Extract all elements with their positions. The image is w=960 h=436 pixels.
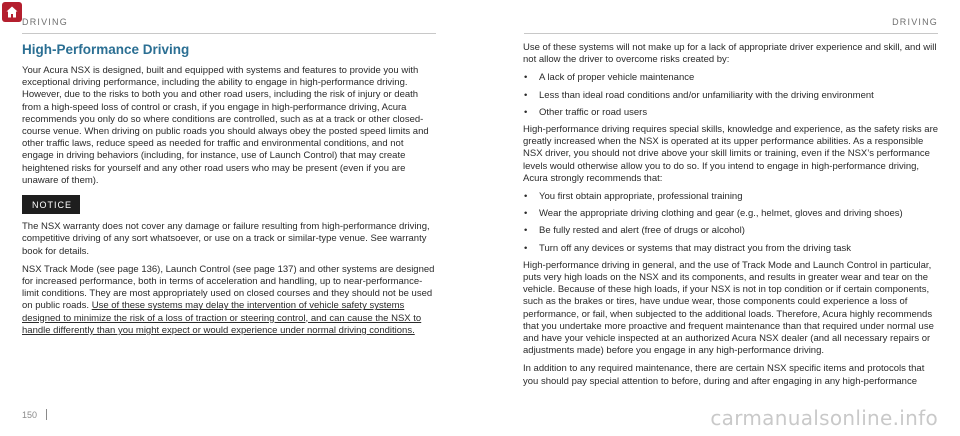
list-item: • Wear the appropriate driving clothing and gear (e.g., helmet, gloves and driving shoes) [523,208,939,220]
recommendations-list [523,191,939,255]
risks-list [523,72,939,119]
list-item: • Less than ideal road conditions and/or unfamiliarity with the driving environment [523,90,939,102]
list-item: • You first obtain appropriate, professional training [523,191,939,203]
skills-paragraph: High-performance driving requires special skills, knowledge and experience, as the safety risks are greatly increased when the NSX is operated at its upper performance abilities. As a responsible NSX driver, you should not drive above your skill limits or training, even if the NSX’s performance levels would otherwise allow you to do so. If you intend to engage in high-performance driving, Acura strongly recommends that: [523,124,939,184]
section-header-left: DRIVING [22,17,68,27]
header-divider-left [22,33,436,34]
intro-paragraph: Your Acura NSX is designed, built and equipped with systems and features to provide you with exceptional driving performance, including the ability to engage in high-performance driving. However, due to the risks to both you and other road users, including the risk of injury or death from a high-speed loss of control or crash, if you engage in high-performance driving, Acura recommends you only do so where conditions are controlled, such as at a track or other closed-course venue. When driving on public roads you should always obey the posted speed limits and other traffic laws, reduce speed as needed for traffic and environmental conditions, and not engage in driving behaviors (including, for instance, use of Launch Control) that may create heightened risks for yourself and any other road users who may be present (even if you are unaware of them). [22,65,429,186]
home-button[interactable] [2,2,22,22]
track-mode-paragraph [22,264,436,337]
track-mode-text: NSX Track Mode (see page 136), Launch Control (see page 137) and other systems are designed for increased performance, both in terms of acceleration and handling, up to near-performance-limit conditions. They are most appropriately used on closed courses and they should not be used on public roads. [22,263,435,312]
notice-paragraph: The NSX warranty does not cover any damage or failure resulting from high-performance driving, competitive driving of any sort whatsoever, or use on a track or similar-type venue. See warranty book for details. [22,221,430,257]
right-column [523,42,939,394]
protocols-paragraph: In addition to any required maintenance, there are certain NSX specific items and protocols that you should pay special attention to before, during and after engaging in any high-performance [523,363,925,387]
page-title: High-Performance Driving [22,42,190,57]
left-column [22,42,436,343]
section-header-right: DRIVING [892,17,938,27]
notice-badge: NOTICE [22,195,80,214]
home-icon [5,5,19,19]
list-item: • A lack of proper vehicle maintenance [523,72,939,84]
list-item: • Turn off any devices or systems that may distract you from the driving task [523,243,939,255]
page-number: 150 [22,410,38,420]
track-mode-warning: Use of these systems may delay the intervention of vehicle safety systems designed to minimize the risk of a loss of traction or steering control, and can cause the NSX to handle differently than you might expect or would experience under normal driving conditions. [22,300,422,336]
maintenance-paragraph: High-performance driving in general, and the use of Track Mode and Launch Control in particular, puts very high loads on the NSX and its components, and results in greater wear and tear on the vehicle. Because of these high loads, if your NSX is not in top condition or if certain components, such as the brakes or tires, have undue wear, those components could experience a loss of performance, or fail, when subjected to the additional loads. Therefore, Acura highly recommends that you undertake more proactive and frequent maintenance than that required under normal use and have your vehicle inspected at an authorized Acura NSX dealer (and all necessary repairs or adjustments made) before you engage in any high-performance driving. [523,259,934,357]
watermark: carmanualsonline.info [710,406,938,430]
list-item: • Be fully rested and alert (free of drugs or alcohol) [523,225,939,237]
page-number-separator [46,409,47,420]
list-item: • Other traffic or road users [523,107,939,119]
risks-intro: Use of these systems will not make up for a lack of appropriate driver experience and skill, and will not allow the driver to overcome risks created by: [523,42,937,66]
header-divider-right [524,33,938,34]
